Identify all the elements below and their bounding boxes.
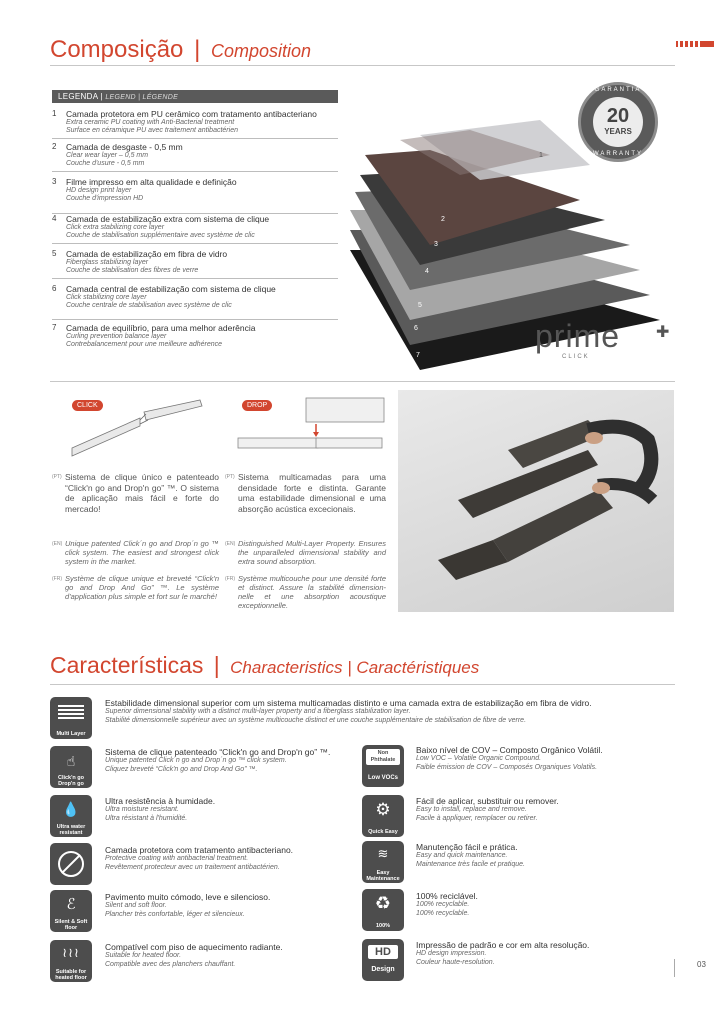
easy-maintenance-icon: ≋ Easy Maintenance bbox=[362, 841, 404, 883]
feature-low-voc: Baixo nível de COV – Composto Orgânico Volátil. Low VOC – Volatile Organic Compound. Faible émission de COV – Composés Organiques Volatils. bbox=[416, 745, 603, 771]
warranty-badge: 20 YEARS GARANTIA WARRANTY bbox=[578, 82, 658, 162]
legend-item: 3 Filme impresso em alta qualidade e definição HD design print layer Couche d'impression HD bbox=[52, 177, 338, 214]
recycle-icon: ♻ 100% bbox=[362, 889, 404, 931]
drop-text-en: Distinguished Multi-Layer Property. Ensures the unparalleled dimensional stability and extra sound absorption. bbox=[238, 539, 386, 566]
click-tag: CLICK bbox=[72, 400, 103, 411]
drop-text-fr: Système multicouche pour une densité forte et distinct. Assure la stabilité dimension-nelle et une absorption acoustique exceptionnelle. bbox=[238, 574, 386, 610]
layer-number: 1 bbox=[539, 152, 543, 159]
low-voc-icon: Non Phthalate Low VOCs bbox=[362, 745, 404, 787]
feature-click-drop: Sistema de clique patenteado “Click'n go and Drop'n go” ™. Unique patented Click´n go and Drop´n go ™ click system. Cliquez breveté “Click'n go and Drop And Go” ™. bbox=[105, 747, 331, 773]
layer-number: 3 bbox=[434, 241, 438, 248]
brand-logo: prime bbox=[535, 318, 621, 354]
feature-heated: Compatível com piso de aquecimento radiante. Suitable for heated floor. Compatible avec des planchers chauffant. bbox=[105, 942, 283, 968]
click-text-fr: Système de clique unique et breveté “Click'n go and Drop And Go” ™. Le système d'application plus simple et fort sur le marché! bbox=[65, 574, 219, 601]
water-drop-icon: 💧 Ultra water resistant bbox=[50, 795, 92, 837]
click-text-pt: Sistema de clique único e patenteado “Click'n go and Drop'n go” ™. O sistema de aplicação mais fácil e forte do mercado! bbox=[65, 472, 219, 514]
multi-layer-icon: Multi Layer bbox=[50, 697, 92, 739]
feature-antibacterial: Camada protetora com tratamento antibacteriano. Protective coating with antibacterial treatment. Revêtement protecteur avec un traitement antibactérien. bbox=[105, 845, 294, 871]
click-drop-icon: ☝ Click'n go Drop'n go bbox=[50, 746, 92, 788]
characteristics-title: Características | Characteristics | Caractéristiques bbox=[50, 652, 480, 678]
layer-number: 6 bbox=[414, 325, 418, 332]
antibacterial-icon bbox=[50, 843, 92, 885]
hd-design-icon: HD Design bbox=[362, 939, 404, 981]
feature-silent: Pavimento muito cómodo, leve e silencioso. Silent and soft floor. Plancher très confortable, léger et silencieux. bbox=[105, 892, 271, 918]
drop-text-pt: Sistema multicamadas para uma densidade forte e distinta. Garante uma estabilidade dimensional e uma absorção acústica excecionais. bbox=[238, 472, 386, 514]
section-rule bbox=[50, 381, 675, 382]
layer-number: 7 bbox=[416, 352, 420, 359]
legend-item: 2 Camada de desgaste - 0,5 mm Clear wear layer – 0,5 mm Couche d'usure - 0,5 mm bbox=[52, 142, 338, 172]
brand-mark-icon: ✚ bbox=[656, 324, 670, 341]
legend-item: 1 Camada protetora em PU cerâmico com tratamento antibacteriano Extra ceramic PU coating with Anti-Bacterial treatment Surface en céramique PU avec traitement antibactérien bbox=[52, 109, 338, 139]
layer-number: 2 bbox=[441, 216, 445, 223]
composition-title: Composição | Composition bbox=[50, 36, 312, 63]
heated-floor-icon: ≀≀≀ Suitable for heated floor bbox=[50, 940, 92, 982]
gears-icon: ⚙ Quick Easy bbox=[362, 795, 404, 837]
feature-recyclable: 100% reciclável. 100% recyclable. 100% recyclable. bbox=[416, 891, 478, 917]
legend-header: LEGENDA | LEGEND | LÉGENDE bbox=[52, 90, 338, 103]
layer-number: 5 bbox=[418, 302, 422, 309]
installation-photo bbox=[398, 390, 674, 612]
header-rule bbox=[50, 65, 675, 66]
click-text-en: Unique patented Click´n go and Drop´n go ™ click system. The easiest and strongest click system in the market. bbox=[65, 539, 219, 566]
brand-sub: CLICK bbox=[562, 354, 590, 360]
feature-quick-easy: Fácil de aplicar, substituir ou remover. Easy to install, replace and remove. Facile à appliquer, remplacer ou retirer. bbox=[416, 796, 559, 822]
page-number: 03 bbox=[697, 960, 706, 969]
click-diagram bbox=[70, 398, 210, 460]
legend-item: 5 Camada de estabilização em fibra de vidro Fiberglass stabilizing layer Couche de stabilisation des fibres de verre bbox=[52, 249, 338, 279]
ear-sound-icon: ℰ Silent & Soft floor bbox=[50, 890, 92, 932]
legend-item: 7 Camada de equilíbrio, para uma melhor aderência Curling prevention balance layer Contrebalancement pour une meilleure adhérence bbox=[52, 323, 256, 348]
feature-maintenance: Manutenção fácil e prática. Easy and quick maintenance. Maintenance très facile et pratique. bbox=[416, 842, 525, 868]
page-number-divider bbox=[674, 959, 675, 977]
drop-tag: DROP bbox=[242, 400, 272, 411]
feature-hd: Impressão de padrão e cor em alta resolução. HD design impression. Couleur haute-resolution. bbox=[416, 940, 590, 966]
feature-multi-layer: Estabilidade dimensional superior com um sistema multicamadas distinto e uma camada extra de estabilização em fibra de vidro. Superior dimensional stability with a distinct multi-layer property and a fiberglass stabilization layer. Stabilité dimensionnelle supérieur avec un système multicouche distinct et une couche supplémentaire de stabilisation de fibre de verre. bbox=[105, 698, 592, 724]
legend-item: 4 Camada de estabilização extra com sistema de clique Click extra stabilizing core layer Couche de stabilisation supplémentaire avec système de clic bbox=[52, 214, 338, 244]
feature-water: Ultra resistência à humidade. Ultra moisture resistant. Ultra résistant à l'humidité. bbox=[105, 796, 216, 822]
drop-diagram bbox=[236, 396, 386, 456]
header-decoration bbox=[676, 41, 714, 47]
characteristics-rule bbox=[50, 684, 675, 685]
legend-item: 6 Camada central de estabilização com sistema de clique Click stabilizing core layer Couche centrale de stabilisation avec système de clic bbox=[52, 284, 338, 320]
layer-number: 4 bbox=[425, 268, 429, 275]
